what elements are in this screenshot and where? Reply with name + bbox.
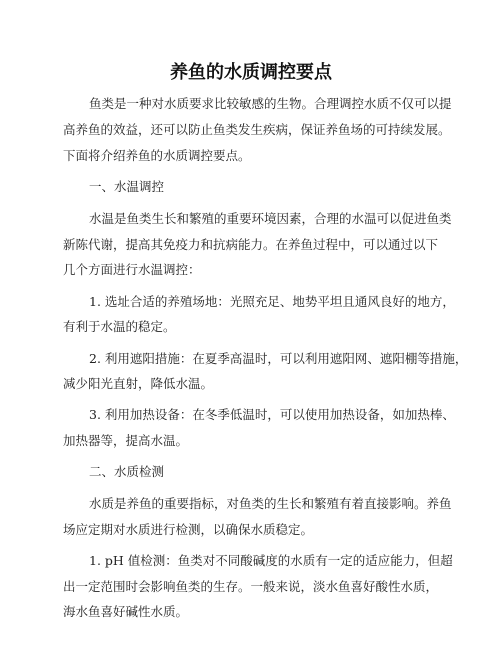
section2-item1-line-2: 出一定范围时会影响鱼类的生存。一般来说，淡水鱼喜好酸性水质， [63,579,439,594]
section1-item2-line-2: 减少阳光直射，降低水温。 [63,376,214,391]
section-heading-water-quality-testing: 二、水质检测 [89,464,165,479]
intro-line-3: 下面将介绍养鱼的水质调控要点。 [63,148,251,163]
section2-para-line-2: 场应定期对水质进行检测，以确保水质稳定。 [63,522,314,537]
section1-para-line-3: 几个方面进行水温调控： [63,262,201,277]
intro-line-1: 鱼类是一种对水质要求比较敏感的生物。合理调控水质不仅可以提 [89,96,452,111]
section1-para-line-2: 新陈代谢，提高其免疫力和抗病能力。在养鱼过程中，可以通过以下 [63,237,439,252]
section2-item1-line-1: 1. pH 值检测：鱼类对不同酸碱度的水质有一定的适应能力，但超 [89,553,453,568]
section1-item1-line-2: 有利于水温的稳定。 [63,319,176,334]
section1-item3-line-1: 3. 利用加热设备：在冬季低温时，可以使用加热设备，如加热棒、 [89,407,455,422]
section-heading-water-temperature: 一、水温调控 [89,179,165,194]
section2-para-line-1: 水质是养鱼的重要指标，对鱼类的生长和繁殖有着直接影响。养鱼 [89,496,452,511]
section1-para-line-1: 水温是鱼类生长和繁殖的重要环境因素，合理的水温可以促进鱼类 [89,211,452,226]
document-title: 养鱼的水质调控要点 [170,62,332,83]
section1-item3-line-2: 加热器等，提高水温。 [63,433,189,448]
section1-item1-line-1: 1. 选址合适的养殖场地：光照充足、地势平坦且通风良好的地方， [89,294,455,309]
intro-line-2: 高养鱼的效益，还可以防止鱼类发生疾病，保证养鱼场的可持续发展。 [63,122,451,137]
section2-item1-line-3: 海水鱼喜好碱性水质。 [63,604,189,619]
section1-item2-line-1: 2. 利用遮阳措施：在夏季高温时，可以利用遮阳网、遮阳棚等措施， [89,351,468,366]
